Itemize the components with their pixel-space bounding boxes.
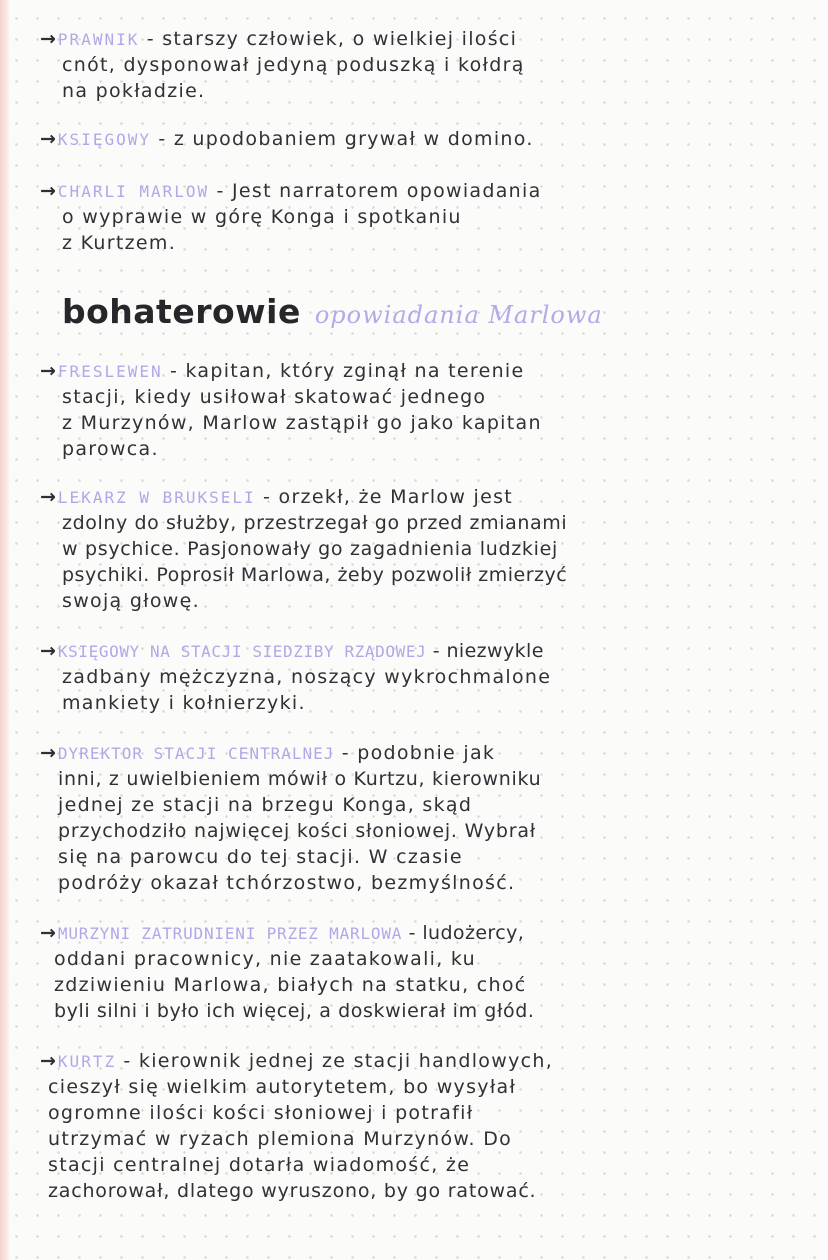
entry-text: z Kurtzem. <box>62 232 177 254</box>
entry-text: - z upodobaniem grywał w domino. <box>150 128 534 150</box>
entry-name: KSIĘGOWY NA STACJI SIEDZIBY RZĄDOWEJ <box>57 642 427 661</box>
entry-text: - starszy człowiek, o wielkiej ilości <box>139 28 518 50</box>
entry-text: o wyprawie w górę Konga i spotkaniu <box>62 206 462 228</box>
arrow-icon: → <box>40 486 56 508</box>
entry-name: LEKARZ W BRUKSELI <box>57 488 256 507</box>
entry-text: podróży okazał tchórzostwo, bezmyślność. <box>58 872 516 894</box>
entry-text: zachorował, dlatego wyruszono, by go ratować. <box>48 1180 537 1202</box>
entry-text: z Murzynów, Marlow zastąpił go jako kapitan <box>62 412 542 434</box>
entry-text: w psychice. Pasjonowały go zagadnienia ludzkiej <box>62 538 558 560</box>
entry-text: zadbany mężczyzna, noszący wykrochmalone <box>62 666 552 688</box>
entry-text: zdolny do służby, przestrzegał go przed zmianami <box>62 512 568 534</box>
entry-text: swoją głowę. <box>62 590 200 612</box>
entry-text: przychodziło najwięcej kości słoniowej. Wybrał <box>58 820 536 842</box>
heading-title: bohaterowie <box>62 292 301 331</box>
entry-name: FRESLEWEN <box>57 362 163 381</box>
entry-text: - niezwykle <box>426 640 544 662</box>
section-heading <box>62 292 603 331</box>
entry-text: - ludożercy, <box>402 922 525 944</box>
entry-text: - orzekł, że Marlow jest <box>255 486 514 508</box>
arrow-icon: → <box>40 922 56 944</box>
entry-text: cieszył się wielkim autorytetem, bo wysyłał <box>48 1076 517 1098</box>
arrow-icon: → <box>40 180 56 202</box>
entry-text: jednej ze stacji na brzegu Konga, skąd <box>58 794 473 816</box>
entry-name: PRAWNIK <box>57 30 140 49</box>
entry-text: się na parowcu do tej stacji. W czasie <box>58 846 463 868</box>
entry-text: psychiki. Poprosił Marlowa, żeby pozwolił zmierzyć <box>62 564 568 586</box>
entry-text: - kapitan, który zginął na terenie <box>162 360 525 382</box>
heading-subtitle: opowiadania Marlowa <box>314 301 603 329</box>
entry-text: - kierownik jednej ze stacji handlowych, <box>116 1050 554 1072</box>
entry-text: utrzymać w ryzach plemiona Murzynów. Do <box>48 1128 513 1150</box>
entry-text: parowca. <box>62 438 159 460</box>
entry-text: - Jest narratorem opowiadania <box>209 180 542 202</box>
arrow-icon: → <box>40 742 56 764</box>
entry-text: ogromne ilości kości słoniowej i potrafił <box>48 1102 474 1124</box>
entry-text: na pokładzie. <box>62 80 206 102</box>
entry-text: cnót, dysponował jedyną poduszką i kołdrą <box>62 54 525 76</box>
entry-text: stacji, kiedy usiłował skatować jednego <box>62 386 487 408</box>
arrow-icon: → <box>40 1050 56 1072</box>
entry-name: DYREKTOR STACJI CENTRALNEJ <box>57 744 335 763</box>
entry-name: KSIĘGOWY <box>57 130 151 149</box>
arrow-icon: → <box>40 360 56 382</box>
entry-text: oddani pracownicy, nie zaatakowali, ku <box>54 948 476 970</box>
arrow-icon: → <box>40 128 56 150</box>
entry-name: CHARLI MARLOW <box>57 182 210 201</box>
entry-name: MURZYNI ZATRUDNIENI PRZEZ MARLOWA <box>57 924 403 943</box>
entry-text: mankiety i kołnierzyki. <box>62 692 306 714</box>
entry-text: stacji centralnej dotarła wiadomość, że <box>48 1154 471 1176</box>
entry-text: inni, z uwielbieniem mówił o Kurtzu, kierowniku <box>58 768 542 790</box>
entry-text: zdziwieniu Marlowa, białych na statku, choć <box>54 974 527 996</box>
entry-text: - podobnie jak <box>334 742 496 764</box>
arrow-icon: → <box>40 28 56 50</box>
entry-text: byli silni i było ich więcej, a doskwierał im głód. <box>54 1000 535 1022</box>
entry-name: KURTZ <box>57 1052 117 1071</box>
arrow-icon: → <box>40 640 56 662</box>
